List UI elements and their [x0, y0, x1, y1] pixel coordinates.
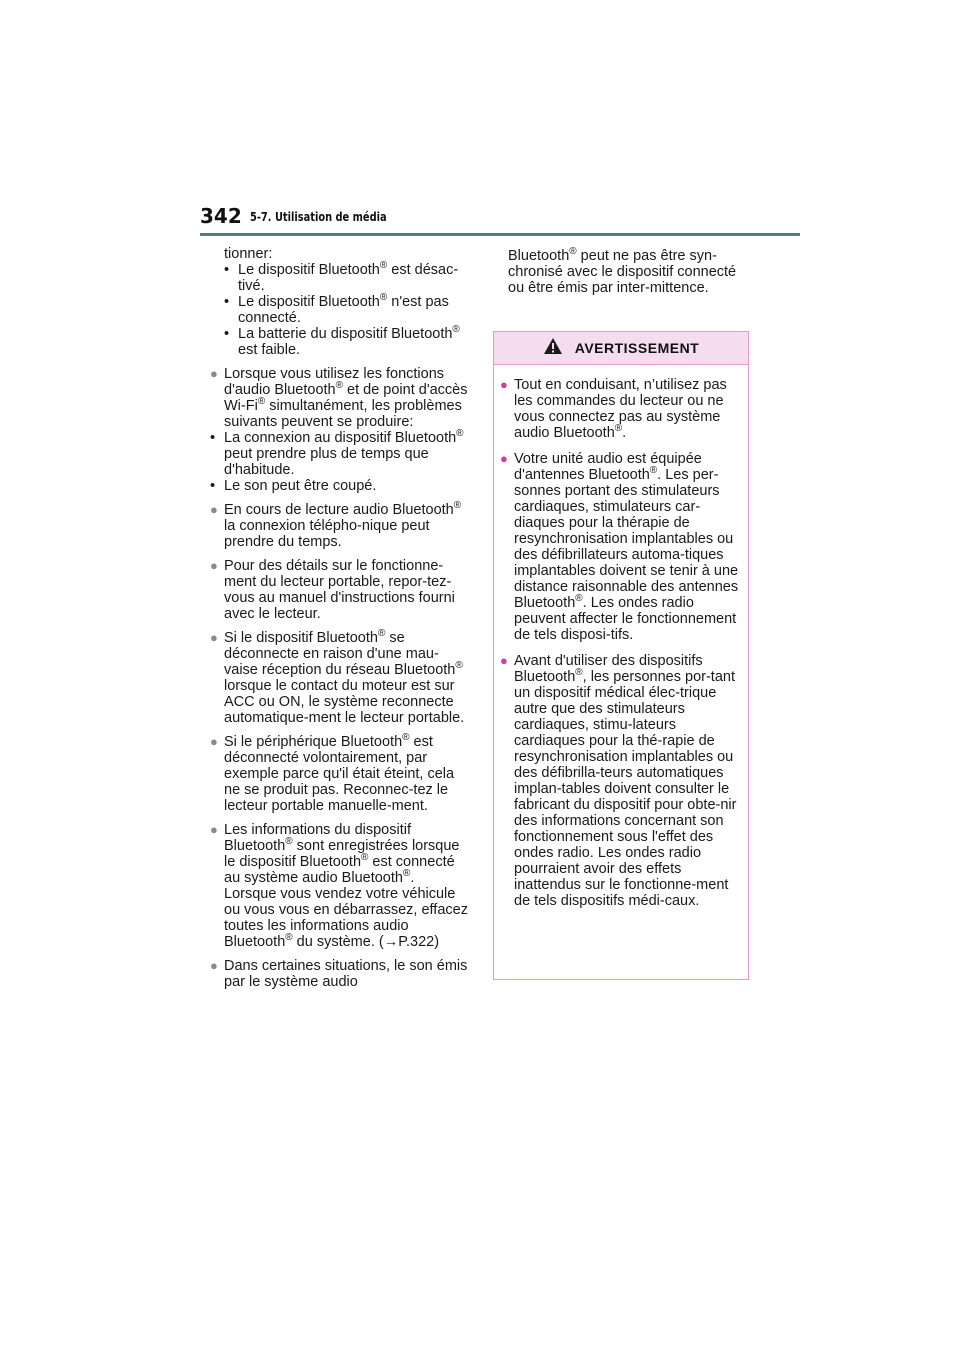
sub-bullet-icon: • — [224, 294, 230, 310]
warning-title: AVERTISSEMENT — [574, 340, 700, 356]
warning-item: ● Votre unité audio est équipée d'antennes Bluetooth®. Les per-sonnes portant des stimulateurs cardiaques, stimulateurs car-diaques pour la thérapie de resynchronisation implantables ou des défibrillateurs automa-tiques implantables doivent se tenir à une distance raisonnable des antennes Bluetooth®. Les ondes radio peuvent affecter le fonctionnement de tels disposi-tifs. — [500, 451, 739, 643]
bullet-icon: ● — [210, 502, 218, 517]
registered-mark: ® — [257, 396, 266, 408]
section-title: 5-7. Utilisation de média — [250, 210, 387, 224]
registered-mark: ® — [361, 852, 369, 864]
bullet-item: ● Si le dispositif Bluetooth® se déconnecte en raison d'une mau-vaise réception du réseau Bluetooth® lorsque le contact du moteur est sur ACC ou ON, le système reconnecte automatique-ment le lecteur portable. — [210, 628, 465, 726]
bullet-icon: ● — [210, 958, 218, 973]
registered-mark: ® — [456, 428, 464, 440]
sub-bullet-item: • Le dispositif Bluetooth® est désac-tivé. — [224, 260, 459, 294]
bullet-icon: ● — [210, 630, 218, 645]
warning-header — [494, 332, 748, 365]
bullet-item: ● Les informations du dispositif Bluetooth® sont enregistrées lorsque le dispositif Bluetooth® est connecté au système audio Bluetooth®. Lorsque vous vendez votre véhicule ou vous vous en débarrassez, effacez toutes les informations audio Bluetooth® du système. (→P.322) — [210, 822, 468, 950]
bullet-item: ● Lorsque vous utilisez les fonctions d'audio Bluetooth® et de point d'accès Wi-Fi® simultanément, les problèmes suivants peuvent se produire: — [210, 366, 468, 430]
registered-mark: ® — [379, 260, 388, 272]
registered-mark: ® — [575, 593, 583, 605]
sub-bullet-icon: • — [224, 326, 230, 342]
sub-bullet-item: • La batterie du dispositif Bluetooth® est faible. — [224, 324, 460, 358]
registered-mark: ® — [402, 868, 411, 880]
sub-bullet-item: • La connexion au dispositif Bluetooth® peut prendre plus de temps que d'habitude. — [210, 428, 464, 478]
bullet-icon: ● — [210, 734, 218, 749]
sub-bullet-item: • Le dispositif Bluetooth® n'est pas connecté. — [224, 292, 449, 326]
registered-mark: ® — [377, 628, 386, 640]
bullet-icon: ● — [500, 377, 508, 392]
bullet-icon: ● — [500, 653, 508, 668]
bullet-item: ● Dans certaines situations, le son émis par le système audio — [210, 958, 468, 990]
bullet-item: ● En cours de lecture audio Bluetooth® la connexion télépho-nique peut prendre du temps. — [210, 500, 462, 550]
sub-bullet-icon: • — [210, 430, 216, 446]
registered-mark: ® — [649, 465, 658, 477]
warning-item: ● Tout en conduisant, n’utilisez pas les commandes du lecteur ou ne vous connectez pas au système audio Bluetooth®. — [500, 377, 727, 441]
warning-triangle-icon — [543, 337, 563, 360]
registered-mark: ® — [285, 836, 293, 848]
registered-mark: ® — [569, 246, 577, 258]
registered-mark: ® — [379, 292, 388, 304]
bullet-icon: ● — [210, 558, 218, 573]
page-number: 342 — [200, 204, 242, 228]
header-rule — [200, 233, 800, 236]
registered-mark: ® — [452, 324, 460, 336]
registered-mark: ® — [335, 380, 343, 392]
right-column-continuation: Bluetooth® peut ne pas être syn-chronisé avec le dispositif connecté ou être émis par inter-mittence. — [508, 246, 737, 296]
sub-bullet-icon: • — [224, 262, 230, 278]
bullet-icon: ● — [500, 451, 508, 466]
registered-mark: ® — [575, 667, 583, 679]
arrow-icon: → — [383, 934, 399, 950]
page-reference-link[interactable]: P.322) — [398, 934, 440, 950]
continued-text: tionner: — [224, 246, 273, 262]
bullet-item: ● Si le périphérique Bluetooth® est déconnecté volontairement, par exemple parce qu'il était éteint, cela ne se produit pas. Reconnec-tez le lecteur portable manuelle-ment. — [210, 732, 455, 814]
registered-mark: ® — [402, 732, 410, 744]
registered-mark: ® — [614, 423, 623, 435]
bullet-item: ● Pour des détails sur le fonctionne-ment du lecteur portable, repor-tez-vous au manuel d'instructions fourni avec le lecteur. — [210, 558, 455, 622]
sub-bullet-item: • Le son peut être coupé. — [210, 478, 377, 494]
sub-bullet-icon: • — [210, 478, 216, 494]
registered-mark: ® — [285, 932, 293, 944]
registered-mark: ® — [455, 660, 463, 672]
bullet-icon: ● — [210, 822, 218, 837]
warning-item: ● Avant d'utiliser des dispositifs Bluetooth®, les personnes por-tant un dispositif médical élec-trique autre que des stimulateurs cardiaques, stimu-lateurs cardiaques pour la thé-rapie de resynchronisation implantables ou des défibrilla-teurs automatiques implan-tables doivent consulter le fabricant du dispositif pour obte-nir des informations concernant son fonctionnement sous l'effet des ondes radio. Les ondes radio pourraient avoir des effets inattendus sur le fonctionne-ment de tels dispositifs médi-caux. — [500, 653, 737, 909]
page-header — [200, 204, 800, 236]
registered-mark: ® — [453, 500, 462, 512]
warning-box — [493, 331, 749, 980]
left-column — [210, 246, 470, 990]
warning-body — [494, 365, 748, 909]
bullet-icon: ● — [210, 366, 218, 381]
